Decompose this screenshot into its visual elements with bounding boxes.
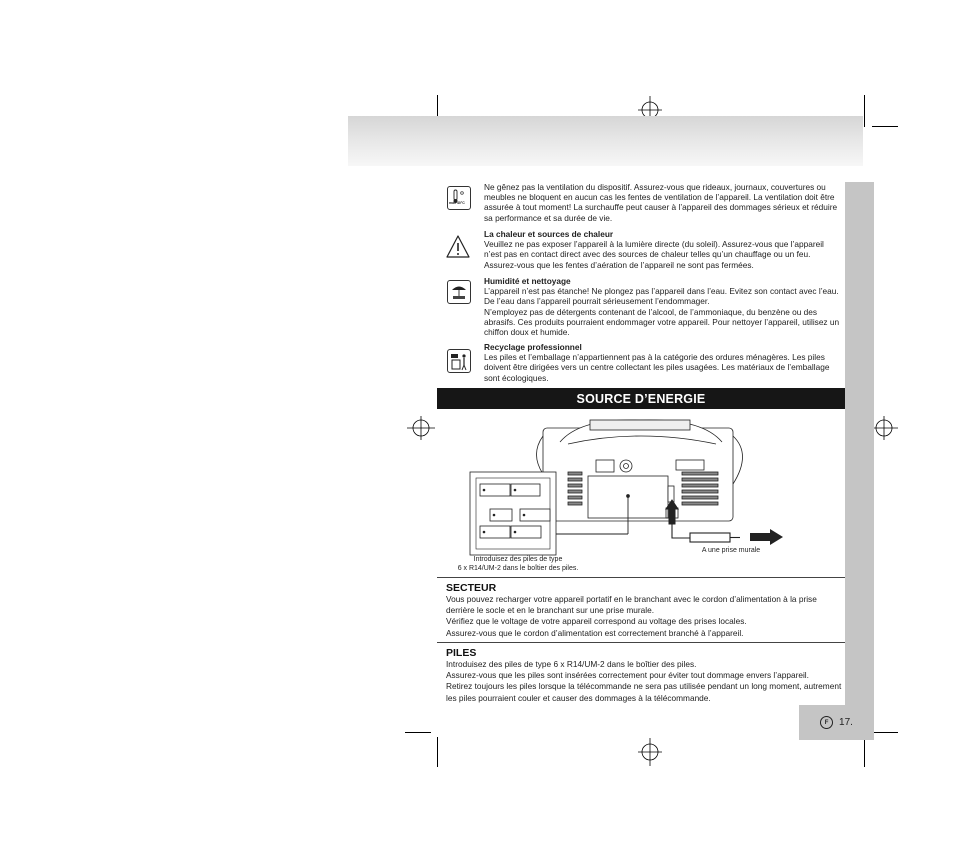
section-humidity-body-2: N’employez pas de détergents contenant de l’alcool, de l’ammoniaque, du benzène ou des abrasifs. Ces produits pourraient endommager votre appareil. Pour nettoyer l’appareil, utilisez un chiffon doux et humide. — [484, 306, 840, 338]
battery-compartment — [470, 472, 556, 555]
warning-icon — [445, 233, 471, 261]
section-heat — [484, 229, 840, 270]
section-recycling — [484, 342, 844, 383]
section-recycling-title: Recyclage professionnel — [484, 342, 582, 352]
thermo-label: max 40°C — [449, 201, 465, 205]
battery-caption: Introduisez des piles de type 6 x R14/UM-2 dans le boîtier des piles. — [457, 556, 579, 572]
page-number: 17. — [839, 717, 853, 728]
umbrella-icon — [447, 280, 471, 304]
thermometer-icon — [447, 186, 471, 210]
wall-arrow — [750, 529, 783, 545]
rule-secteur — [437, 577, 845, 578]
section-humidity-title: Humidité et nettoyage — [484, 276, 571, 286]
recycle-bin-icon — [447, 349, 471, 373]
section-humidity — [484, 276, 840, 337]
piles-title: PILES — [446, 647, 477, 659]
section-humidity-body-1: L’appareil n’est pas étanche! Ne plongez pas l’appareil dans l’eau. Evitez son contact avec l’eau. De l’eau dans l’appareil pourrait sérieusement l’endommager. — [484, 286, 839, 307]
section-heat-body: Veuillez ne pas exposer l’appareil à la lumière directe (du soleil). Assurez-vous que l’appareil n’est pas en contact direct avec des sources de chaleur telles qu’un chauffage ou un feu. Assurez-vous que les fentes d’aération de l’appareil ne sont pas fermées. — [484, 239, 824, 270]
ventilation-paragraph: Ne gênez pas la ventilation du dispositif. Assurez-vous que rideaux, journaux, couvertures ou meubles ne bloquent en aucun cas les fentes de ventilation de l’appareil. La ventilation doit être assurée à tout moment! La surchauffe peut causer à l’appareil des dommages sérieux et réduire sa performance et sa durée de vie. — [484, 182, 838, 223]
rule-piles — [437, 642, 845, 643]
section-heat-title: La chaleur et sources de chaleur — [484, 229, 614, 239]
side-tab — [845, 182, 874, 740]
page-number-tab — [799, 705, 874, 740]
plug-caption: A une prise murale — [701, 547, 761, 554]
header-band — [348, 116, 863, 166]
registration-mark-bottom — [638, 738, 662, 766]
section-secteur: SECTEUR Vous pouvez recharger votre appareil portatif en le branchant avec le cordon d’alimentation à la prise derrière le socle et en le branchant sur une prise murale. Vérifiez que le voltage de votre appareil correspond au voltage des prises locales. Assurez-vous que le cordon d’alimentation est correctement branché à l’appareil. — [446, 582, 842, 639]
section-recycling-body: Les piles et l’emballage n’appartiennent pas à la catégorie des ordures ménagères. Les piles doivent être dirigées vers un centre collectant les piles usagées. Les matériaux de l’emballage sont écologiques. — [484, 352, 830, 383]
source-energie-banner: SOURCE D’ENERGIE — [437, 388, 845, 409]
power-cord — [672, 524, 740, 542]
registration-mark-left — [407, 416, 435, 440]
secteur-title: SECTEUR — [446, 582, 497, 594]
section-piles: PILES Introduisez des piles de type 6 x R14/UM-2 dans le boîtier des piles. Assurez-vous que les piles sont insérées correctement pour éviter tout dommage envers l’appareil. Retirez toujours les piles lorsque la télécommande ne sera pas utilisée pendant un long moment, autrement les piles pourraient couler et causer des dommages à la télécommande. — [446, 647, 842, 703]
language-badge: F — [820, 716, 833, 729]
registration-mark-right — [870, 416, 898, 440]
